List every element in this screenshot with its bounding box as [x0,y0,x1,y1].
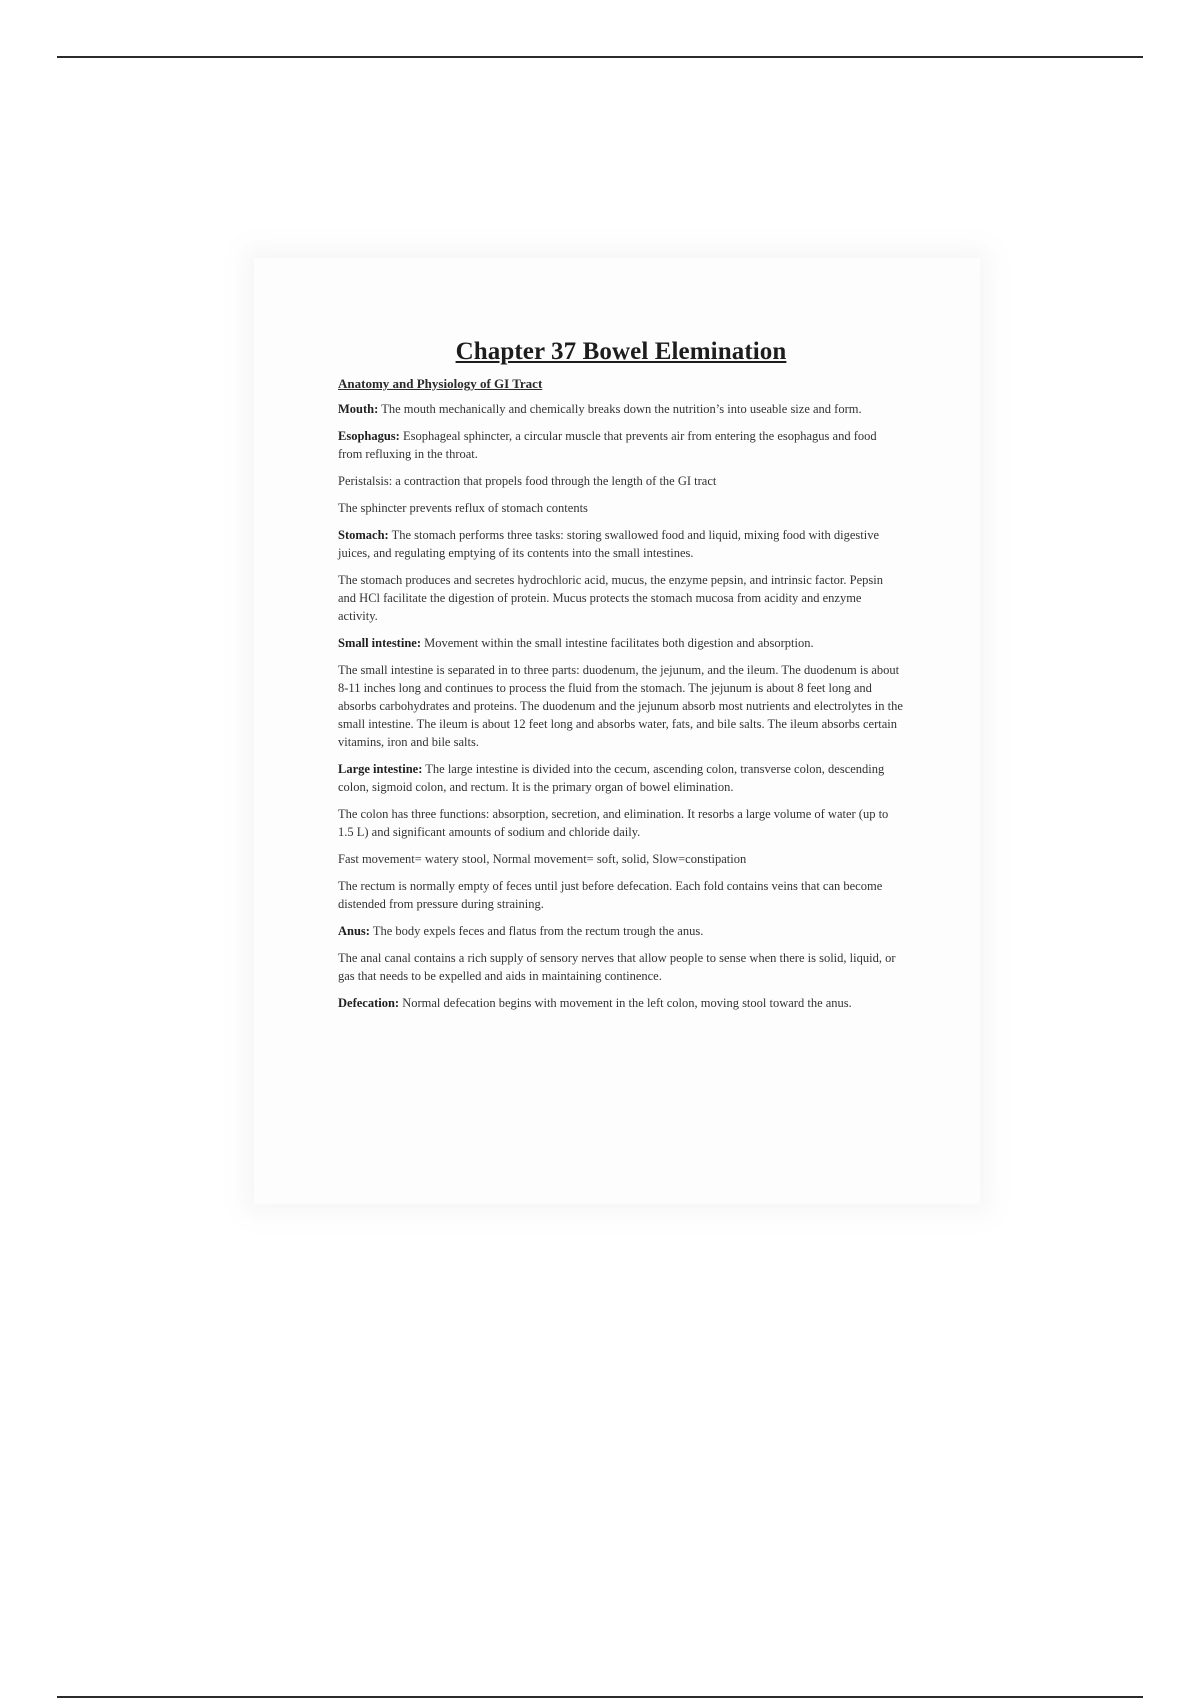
page-title: Chapter 37 Bowel Elemination [455,338,787,365]
paragraph [338,805,904,841]
top-divider [57,56,1143,58]
section-heading: Anatomy and Physiology of GI Tract [338,376,543,391]
paragraph [338,661,904,751]
paragraph-text: The body expels feces and flatus from the rectum trough the anus. [372,924,704,938]
paragraph-text: Movement within the small intestine facilitates both digestion and absorption. [424,636,814,650]
paragraph [338,634,904,652]
paragraph-text: The sphincter prevents reflux of stomach contents [338,501,588,515]
paragraph-text: The stomach performs three tasks: storing swallowed food and liquid, mixing food with digestive juices, and regulating emptying of its contents into the small intestines. [338,528,880,560]
paragraph-text: The rectum is normally empty of feces until just before defecation. Each fold contains veins that can become distended from pressure during straining. [338,879,883,911]
paragraph [338,427,904,463]
paragraph-list [338,400,904,1012]
paragraph-text: The mouth mechanically and chemically breaks down the nutrition’s into useable size and form. [381,402,862,416]
paragraph-term: Defecation: [338,996,400,1010]
paragraph-term: Large intestine: [338,762,423,776]
paragraph [338,499,904,517]
paragraph-text: The stomach produces and secretes hydrochloric acid, mucus, the enzyme pepsin, and intrinsic factor. Pepsin and HCl facilitate the digestion of protein. Mucus protects the stomach mucosa from acidity and enzyme activity. [338,573,883,623]
bottom-divider [57,1696,1143,1698]
paragraph [338,922,904,940]
paragraph-term: Small intestine: [338,636,421,650]
paragraph-text: Normal defecation begins with movement in the left colon, moving stool toward the anus. [402,996,852,1010]
paragraph [338,571,904,625]
paragraph [338,400,904,418]
paragraph [338,472,904,490]
document-body [338,338,904,1021]
paragraph-text: Peristalsis: a contraction that propels food through the length of the GI tract [338,474,717,488]
paragraph [338,526,904,562]
paragraph [338,760,904,796]
paragraph [338,877,904,913]
paragraph-term: Stomach: [338,528,389,542]
paragraph [338,850,904,868]
paragraph-term: Anus: [338,924,370,938]
paragraph-text: The colon has three functions: absorption, secretion, and elimination. It resorbs a large volume of water (up to 1.5 L) and significant amounts of sodium and chloride daily. [338,807,889,839]
paragraph-text: Fast movement= watery stool, Normal movement= soft, solid, Slow=constipation [338,852,747,866]
paragraph [338,949,904,985]
paragraph-text: The anal canal contains a rich supply of sensory nerves that allow people to sense when there is solid, liquid, or gas that needs to be expelled and aids in maintaining continence. [338,951,896,983]
paragraph-text: The small intestine is separated in to three parts: duodenum, the jejunum, and the ileum. The duodenum is about 8-11 inches long and continues to process the fluid from the stomach. The jejunum is about 8 feet long and absorbs carbohydrates and proteins. The duodenum and the jejunum absorb most nutrients and electrolytes in the small intestine. The ileum is about 12 feet long and absorbs water, fats, and bile salts. The ileum absorbs certain vitamins, iron and bile salts. [338,663,903,749]
paragraph [338,994,904,1012]
paragraph-text: The large intestine is divided into the cecum, ascending colon, transverse colon, descending colon, sigmoid colon, and rectum. It is the primary organ of bowel elimination. [338,762,885,794]
paragraph-term: Mouth: [338,402,379,416]
paragraph-text: Esophageal sphincter, a circular muscle that prevents air from entering the esophagus and food from refluxing in the throat. [338,429,877,461]
paragraph-term: Esophagus: [338,429,400,443]
